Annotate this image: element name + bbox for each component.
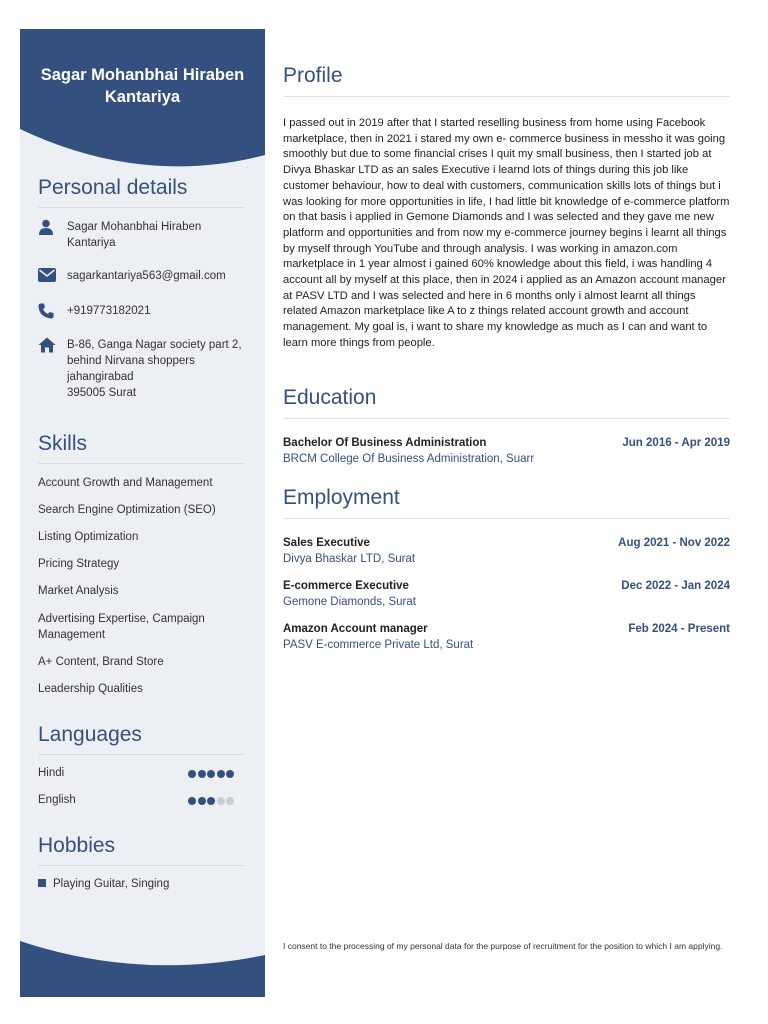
job-title: Sales Executive [283,537,370,549]
language-level-dots [188,769,236,781]
skill-item: Leadership Qualities [38,683,143,695]
language-name: Hindi [38,767,65,779]
skill-item: Listing Optimization [38,531,139,543]
skill-item: Pricing Strategy [38,558,120,570]
sidebar: Sagar Mohanbhai Hiraben Kantariya Personal details Sagar Mohanbhai Hiraben Kantariya sagarkantariya563@gmail.com +919773182021 B-86, Ganga Nagar society part 2, behind Nirvana shoppers jahangirabad 395005 Surat Skills Account Growth and Management Search Engine Optimization (SEO) Listing Optimization Pricing Strategy Market Analysis Advertising Expertise, Campaign Management A+ Content, Brand Store Leadership Qualities Languages Hindi English Hobbies Playing Guitar, Singing [20,29,265,997]
profile-heading: Profile [283,64,343,87]
job-date: Feb 2024 - Present [628,623,730,635]
employment-heading: Employment [283,486,400,509]
hobbies-heading: Hobbies [38,834,116,857]
skill-item: Advertising Expertise, Campaign Management [38,613,205,641]
home-icon [38,337,58,353]
level-dot-filled [207,797,215,805]
job-employer: Divya Bhaskar LTD, Surat [283,553,416,565]
level-dot-empty [217,797,225,805]
hobby-item: Playing Guitar, Singing [38,878,169,890]
divider [38,207,244,208]
consent-note: I consent to the processing of my personal data for the purpose of recruitment for the position to which I am applying. [283,941,723,951]
education-institution: BRCM College Of Business Administration, Suarr [283,453,535,465]
job-title: Amazon Account manager [283,623,428,635]
envelope-icon [38,268,58,284]
profile-text: I passed out in 2019 after that I started reselling business from home using Facebook marketplace, then in 2021 i stared my own e- commerce business in messho it was going smoothly but due to some financial crises I quit my small business, then I started job at Divya Bhaskar LTD as an sales Executive i learnd lots of things during this job like customer behaviour, how to deal with customers, communication skills lots of things but i was looking for more opportunities in life, I had little bit knowledge of e-commerce platform on that basis i applied in Gemone Diamonds and I was selected and they gave me new platform and opportunities and from now my e-commerce journey begins i learnt all things by myself through YouTube and through analysis. I was working in amazon.com marketplace in 1 year almost i gained 60% knowledge about this field, i was handling 4 account all by myself at this place, then in 2024 i applied as an Amazon account manager at PASV LTD and I was selected and here in 6 months only i almost learnt all things related Amazon marketplace like A to z things related account growth and account management. My goal is, i want to share my knowledge as much as I can and want to learn more things from people. [283,117,730,349]
person-icon [38,219,58,235]
level-dot-filled [198,797,206,805]
phone-link[interactable]: +919773182021 [67,305,151,317]
skill-item: Search Engine Optimization (SEO) [38,504,216,516]
language-row-english [38,794,248,806]
divider [38,463,244,464]
level-dot-empty [226,797,234,805]
skill-item: Market Analysis [38,585,119,597]
divider [283,96,730,97]
level-dot-filled [198,770,206,778]
education-date: Jun 2016 - Apr 2019 [622,437,730,449]
phone-icon [38,303,58,319]
candidate-name: Sagar Mohanbhai Hiraben Kantariya [40,66,245,106]
divider [283,518,730,519]
sidebar-footer-wave [20,941,265,997]
education-heading: Education [283,386,377,409]
job-employer: PASV E-commerce Private Ltd, Surat [283,639,474,651]
job-date: Dec 2022 - Jan 2024 [621,580,730,592]
level-dot-filled [207,770,215,778]
job-employer: Gemone Diamonds, Surat [283,596,416,608]
languages-heading: Languages [38,723,142,746]
square-bullet-icon [38,879,46,887]
sidebar-header-wave [20,29,265,187]
divider [38,754,244,755]
skill-item: Account Growth and Management [38,477,213,489]
skills-heading: Skills [38,432,88,455]
divider [283,418,730,419]
education-degree: Bachelor Of Business Administration [283,437,487,449]
skill-item: A+ Content, Brand Store [38,656,164,668]
personal-details-heading: Personal details [38,176,188,199]
level-dot-filled [217,770,225,778]
email-link[interactable]: sagarkantariya563@gmail.com [67,270,226,282]
language-level-dots [188,796,236,808]
job-date: Aug 2021 - Nov 2022 [618,537,730,549]
language-row-hindi [38,767,248,779]
level-dot-filled [188,770,196,778]
level-dot-filled [226,770,234,778]
divider [38,865,244,866]
language-name: English [38,794,76,806]
level-dot-filled [188,797,196,805]
job-title: E-commerce Executive [283,580,409,592]
